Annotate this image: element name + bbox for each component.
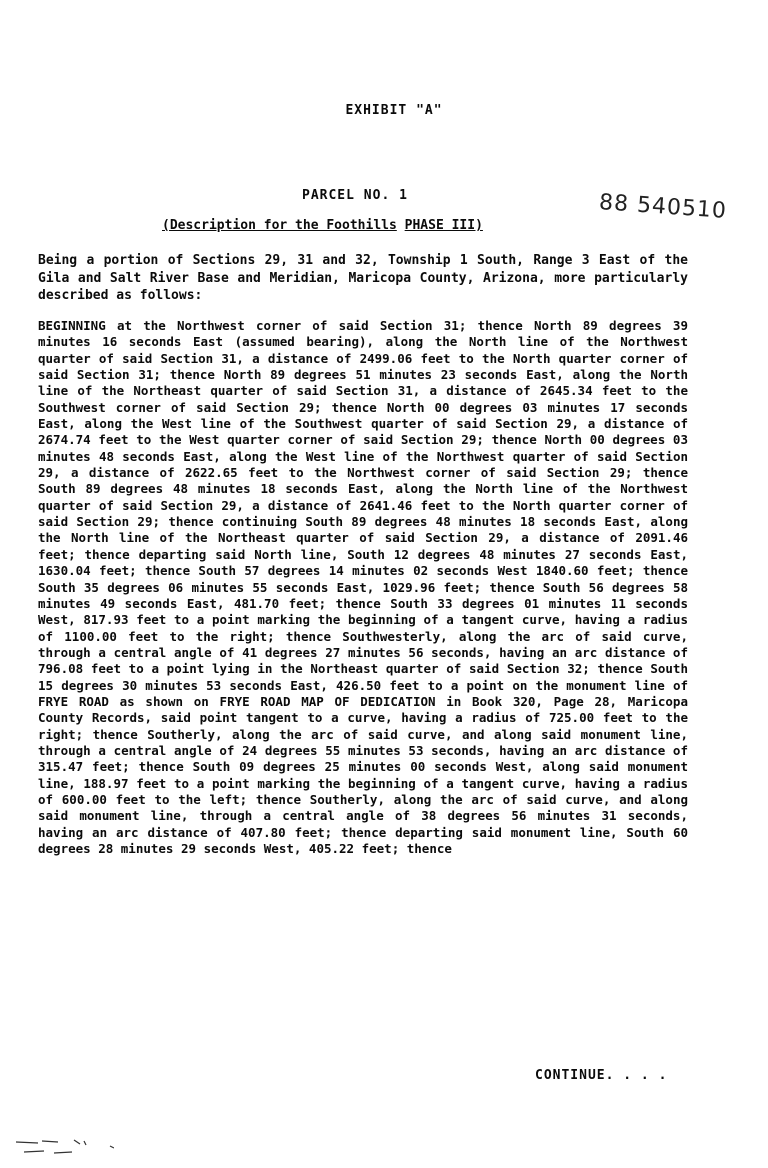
description-subheading [162,218,483,233]
intro-paragraph: Being a portion of Sections 29, 31 and 32, Township 1 South, Range 3 East of the Gila and Salt River Base and Meridian, Maricopa County, Arizona, more particularly described as follows: [38,253,688,303]
scan-artifact-icon [14,1136,114,1158]
parcel-heading: PARCEL NO. 1 [302,188,408,203]
exhibit-heading: EXHIBIT "A" [345,103,443,118]
legal-description-paragraph: BEGINNING at the Northwest corner of said Section 31; thence North 89 degrees 39 minutes 16 seconds East (assumed bearing), along the North line of the Northwest quarter of said Section 31, a distance of 2499.06 feet to the North quarter corner of said Section 31; thence North 89 degrees 51 minutes 23 seconds East, along the North line of the Northeast quarter of said Section 31, a distance of 2645.34 feet to the Southwest corner of said Section 29; thence North 00 degrees 03 minutes 17 seconds East, along the West line of the Southwest quarter of said Section 29, a distance of 2674.74 feet to the West quarter corner of said Section 29; thence North 00 degrees 03 minutes 48 seconds East, along the West line of the Northwest quarter of said Section 29, a distance of 2622.65 feet to the Northwest corner of said Section 29; thence South 89 degrees 48 minutes 18 seconds East, along the North line of the Northwest quarter of said Section 29, a distance of 2641.46 feet to the North quarter corner of said Section 29; thence continuing South 89 degrees 48 minutes 18 seconds East, along the North line of the Northeast quarter of said Section 29, a distance of 2091.46 feet; thence departing said North line, South 12 degrees 48 minutes 27 seconds East, 1630.04 feet; thence South 57 degrees 14 minutes 02 seconds West 1840.60 feet; thence South 35 degrees 06 minutes 55 seconds East, 1029.96 feet; thence South 56 degrees 58 minutes 49 seconds East, 481.70 feet; thence South 33 degrees 01 minutes 11 seconds West, 817.93 feet to a point marking the beginning of a tangent curve, having a radius of 1100.00 feet to the right; thence Southwesterly, along the arc of said curve, through a central angle of 41 degrees 27 minutes 56 seconds, having an arc distance of 796.08 feet to a point lying in the Northeast quarter of said Section 32; thence South 15 degrees 30 minutes 53 seconds East, 426.50 feet to a point on the monument line of FRYE ROAD as shown on FRYE ROAD MAP OF DEDICATION in Book 320, Page 28, Maricopa County Records, said point tangent to a curve, having a radius of 725.00 feet to the right; thence Southerly, along the arc of said curve, and along said monument line, through a central angle of 24 degrees 55 minutes 53 seconds, having an arc distance of 315.47 feet; thence South 09 degrees 25 minutes 00 seconds West, along said monument line, 188.97 feet to a point marking the beginning of a tangent curve, having a radius of 600.00 feet to the left; thence Southerly, along the arc of said curve, and along said monument line, through a central angle of 38 degrees 56 minutes 31 seconds, having an arc distance of 407.80 feet; thence departing said monument line, South 60 degrees 28 minutes 29 seconds West, 405.22 feet; thence [38,318,688,856]
description-subheading-prefix: (Description for the Foothills [162,218,397,233]
continue-marker: CONTINUE. . . . [535,1068,668,1083]
description-subheading-phase: PHASE III) [404,218,483,233]
recording-number-stamp: 88 540510 [598,190,728,224]
